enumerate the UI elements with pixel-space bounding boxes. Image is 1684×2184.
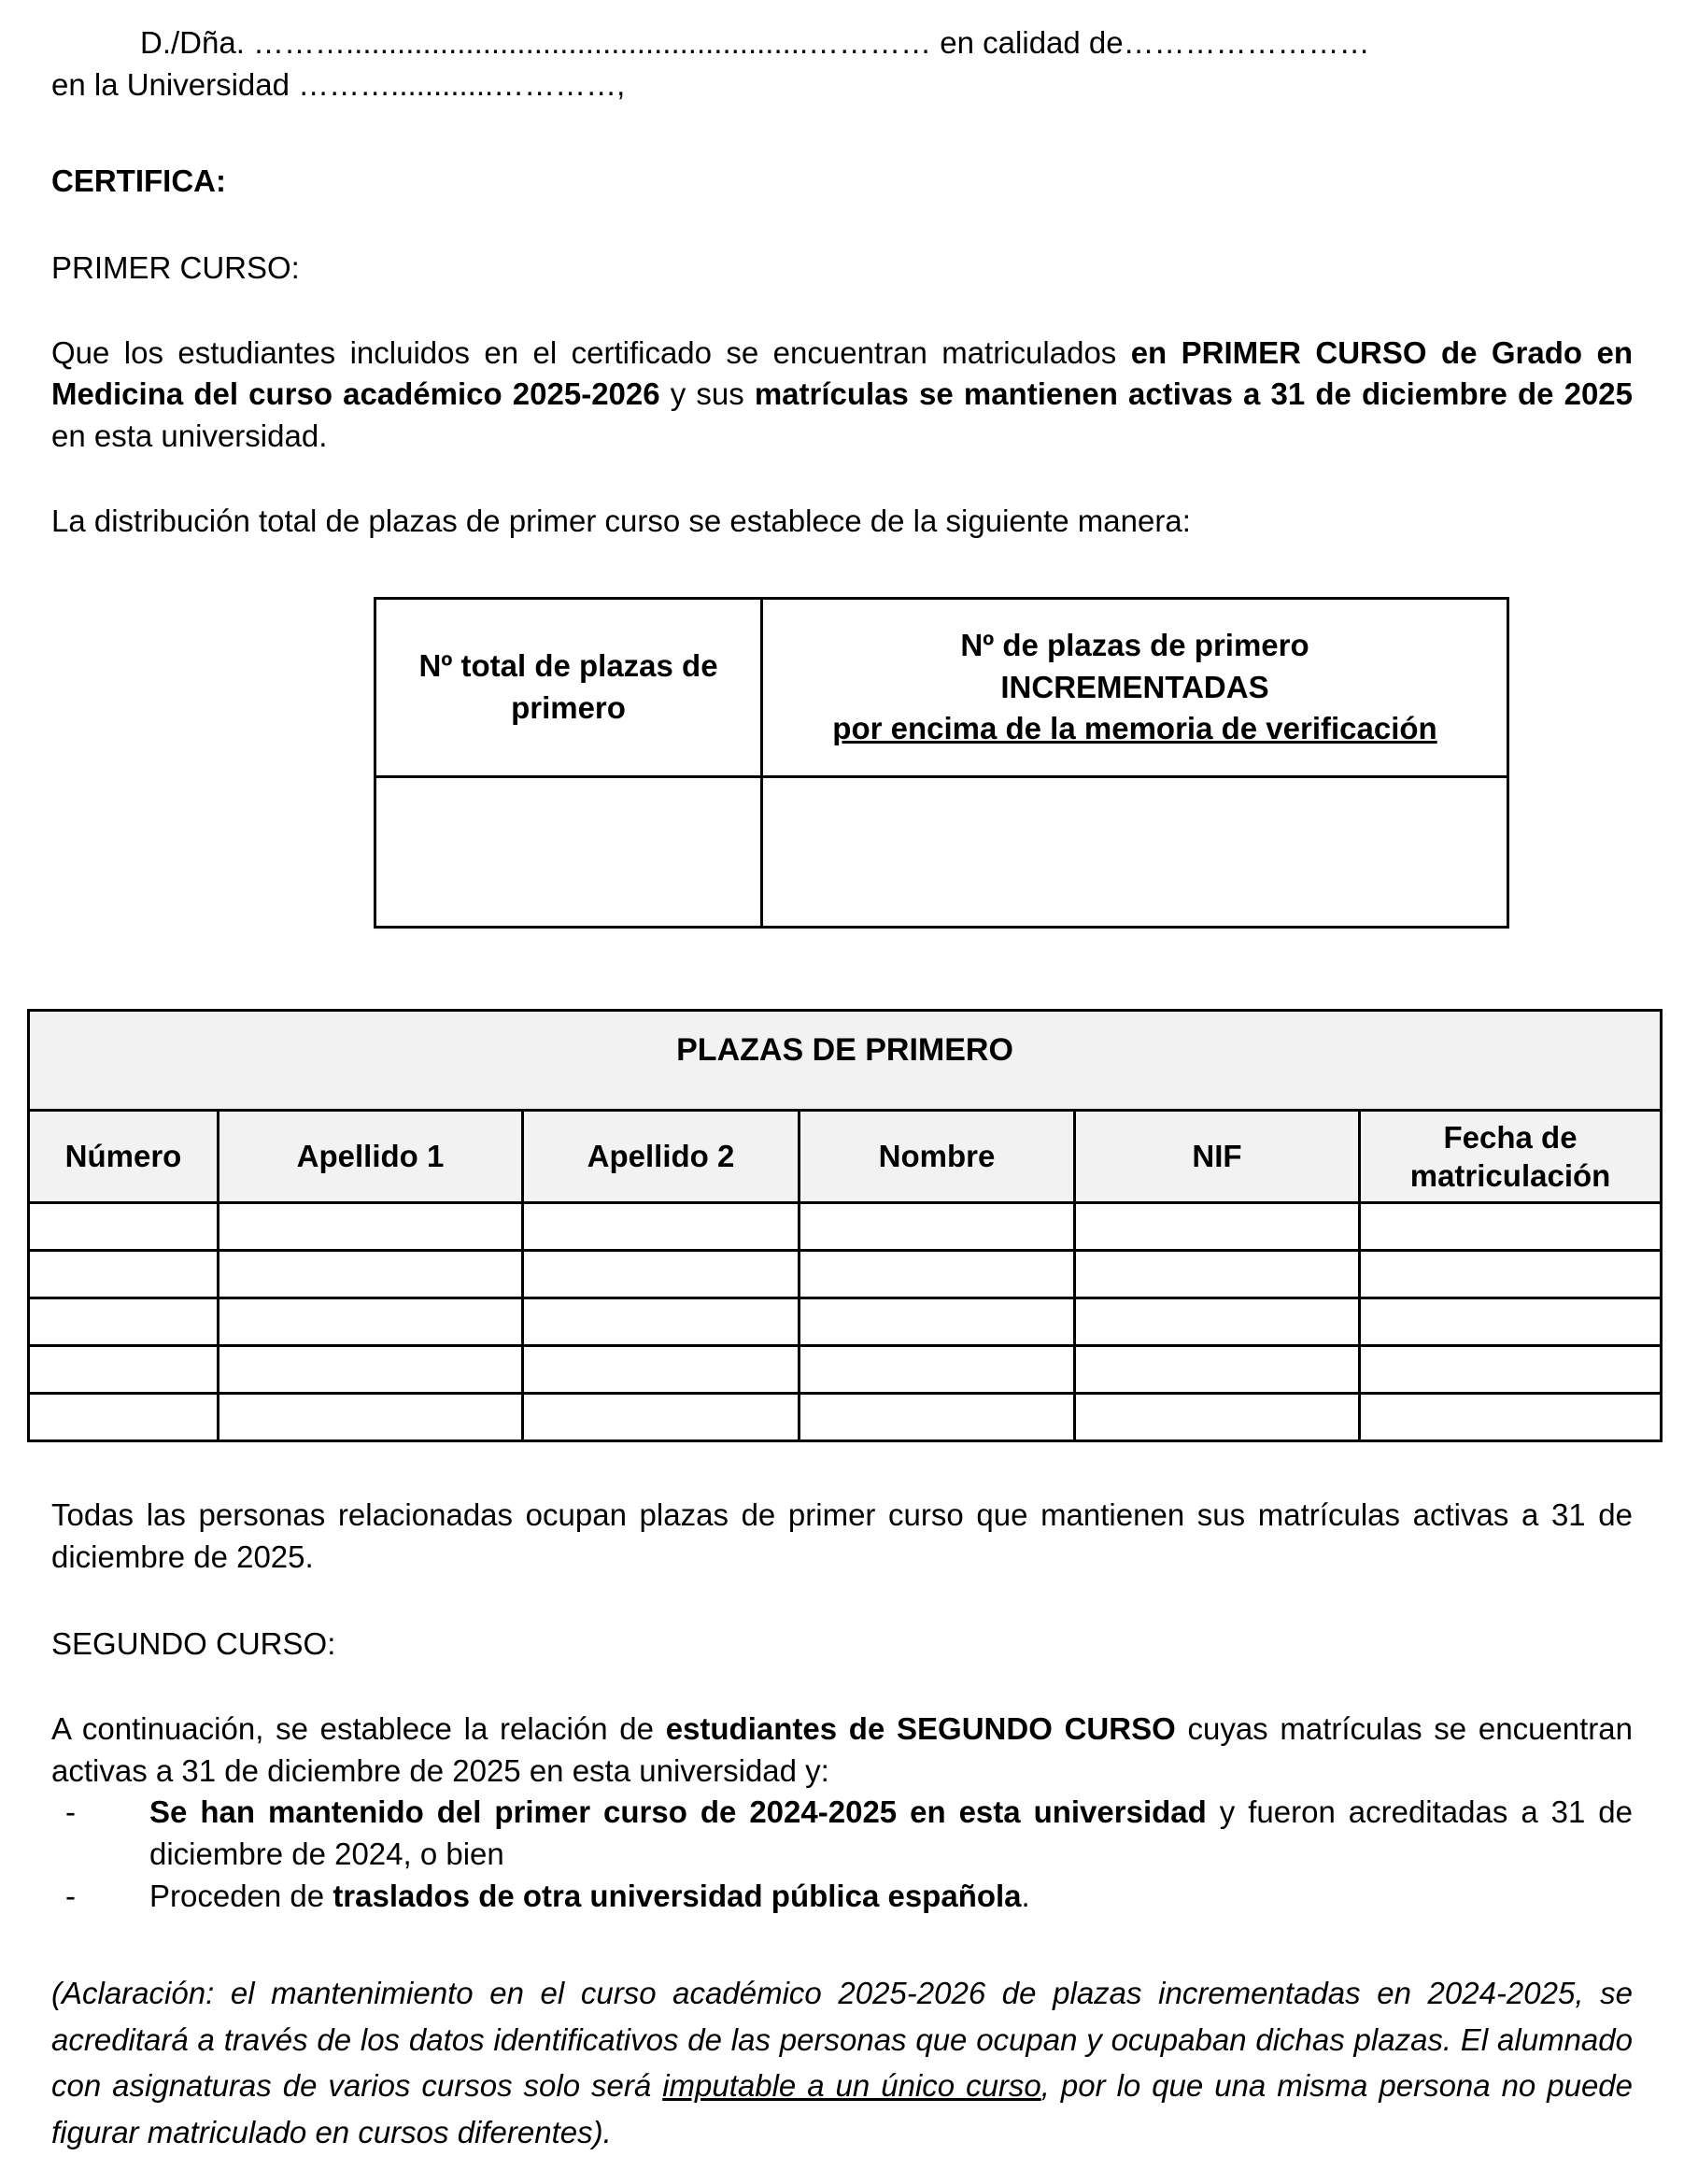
summary-empty-cell bbox=[762, 777, 1508, 928]
text-segment: Que los estudiantes incluidos en el certificado se encuentran matriculados bbox=[51, 334, 1131, 370]
summary-col2-header-line3: por encima de la memoria de verificación bbox=[832, 711, 1437, 746]
empty-cell bbox=[1075, 1298, 1360, 1346]
text-segment: y sus bbox=[659, 376, 755, 412]
summary-col2-header bbox=[762, 599, 1508, 777]
empty-cell bbox=[219, 1394, 523, 1441]
paragraph-matriculados bbox=[51, 333, 1633, 459]
column-header-nombre: Nombre bbox=[800, 1111, 1075, 1203]
empty-cell bbox=[219, 1346, 523, 1394]
paragraph-aclaracion bbox=[51, 1970, 1633, 2155]
empty-cell bbox=[800, 1251, 1075, 1298]
list-item bbox=[51, 1792, 1633, 1876]
empty-cell bbox=[219, 1203, 523, 1251]
summary-col2-header-line1: Nº de plazas de primero bbox=[960, 627, 1309, 662]
summary-empty-cell bbox=[375, 777, 762, 928]
empty-cell bbox=[219, 1298, 523, 1346]
paragraph-continuacion bbox=[51, 1709, 1633, 1793]
text-segment: (Aclaración: el mantenimiento en el curso académico 2025-2026 de plazas incrementadas en 2024-2025, se acreditará a través de los datos identificativos de las personas que ocupan y ocupaban dichas plazas. El alumnado con asignaturas de varios cursos solo será bbox=[51, 1976, 1633, 2103]
text-segment-bold: estudiantes de SEGUNDO CURSO bbox=[665, 1710, 1176, 1746]
bullet-marker: - bbox=[65, 1794, 76, 1830]
empty-cell bbox=[1360, 1394, 1662, 1441]
text-segment-bold: Se han mantenido del primer curso de 2024-2025 en esta universidad bbox=[149, 1794, 1207, 1830]
empty-cell bbox=[1360, 1346, 1662, 1394]
empty-cell bbox=[1360, 1298, 1662, 1346]
text-segment: y fueron acreditadas a 31 de diciembre de 2024, o bien bbox=[149, 1794, 1633, 1872]
text-segment-underline: imputable a un único curso bbox=[662, 2068, 1041, 2103]
primer-curso-heading: PRIMER CURSO: bbox=[51, 249, 300, 285]
intro-paragraph bbox=[51, 22, 1633, 106]
certifica-heading: CERTIFICA: bbox=[51, 163, 226, 198]
empty-cell bbox=[523, 1251, 800, 1298]
empty-cell bbox=[1360, 1203, 1662, 1251]
table-row bbox=[29, 1298, 1662, 1346]
plazas-primero-table bbox=[27, 1009, 1663, 1442]
summary-col1-header: Nº total de plazas de primero bbox=[375, 599, 762, 777]
empty-cell bbox=[1075, 1394, 1360, 1441]
column-header-fecha: Fecha de matriculación bbox=[1360, 1111, 1662, 1203]
column-header-numero: Número bbox=[29, 1111, 219, 1203]
segundo-curso-heading: SEGUNDO CURSO: bbox=[51, 1625, 336, 1661]
text-segment: , por lo que una misma persona no puede figurar matriculado en cursos diferentes). bbox=[51, 2068, 1634, 2149]
paragraph-distribucion: La distribución total de plazas de primer curso se establece de la siguiente manera: bbox=[51, 503, 1191, 539]
empty-cell bbox=[29, 1298, 219, 1346]
empty-cell bbox=[29, 1346, 219, 1394]
empty-cell bbox=[1075, 1203, 1360, 1251]
text-segment-bold: traslados de otra universidad pública española bbox=[333, 1879, 1022, 1914]
plazas-table-title: PLAZAS DE PRIMERO bbox=[29, 1011, 1662, 1111]
intro-line-2: en la Universidad ………............…………, bbox=[51, 66, 626, 102]
column-header-nif: NIF bbox=[1075, 1111, 1360, 1203]
plazas-summary-table bbox=[374, 597, 1509, 929]
table-row bbox=[29, 1251, 1662, 1298]
empty-cell bbox=[29, 1394, 219, 1441]
empty-cell bbox=[29, 1251, 219, 1298]
paragraph-todas: Todas las personas relacionadas ocupan plazas de primer curso que mantienen sus matrículas activas a 31 de diciembre de 2025. bbox=[51, 1497, 1633, 1574]
empty-cell bbox=[1360, 1251, 1662, 1298]
empty-cell bbox=[1075, 1346, 1360, 1394]
empty-cell bbox=[523, 1394, 800, 1441]
table-row bbox=[29, 1203, 1662, 1251]
empty-cell bbox=[523, 1346, 800, 1394]
table-row bbox=[29, 1394, 1662, 1441]
empty-cell bbox=[1075, 1251, 1360, 1298]
intro-line-1: D./Dña. ………......................................................………… en calidad de…………………… bbox=[140, 25, 1370, 60]
empty-cell bbox=[523, 1203, 800, 1251]
text-segment: Proceden de bbox=[149, 1879, 333, 1914]
list-item bbox=[51, 1876, 1633, 1918]
empty-cell bbox=[29, 1203, 219, 1251]
text-segment: A continuación, se establece la relación de bbox=[51, 1710, 666, 1746]
text-segment-bold: en PRIMER CURSO de Grado en Medicina del curso académico 2025-2026 bbox=[51, 334, 1633, 412]
text-segment: . bbox=[1021, 1879, 1030, 1914]
empty-cell bbox=[219, 1251, 523, 1298]
empty-cell bbox=[800, 1203, 1075, 1251]
text-segment: cuyas matrículas se encuentran activas a 31 de diciembre de 2025 en esta universidad y: bbox=[51, 1710, 1633, 1788]
summary-col2-header-line2: INCREMENTADAS bbox=[1000, 669, 1269, 704]
text-segment: en esta universidad. bbox=[51, 418, 328, 454]
empty-cell bbox=[800, 1298, 1075, 1346]
empty-cell bbox=[800, 1394, 1075, 1441]
empty-cell bbox=[523, 1298, 800, 1346]
bullet-marker: - bbox=[65, 1879, 76, 1914]
column-header-apellido1: Apellido 1 bbox=[219, 1111, 523, 1203]
column-header-apellido2: Apellido 2 bbox=[523, 1111, 800, 1203]
text-segment-bold: matrículas se mantienen activas a 31 de diciembre de 2025 bbox=[754, 376, 1633, 412]
table-row bbox=[29, 1346, 1662, 1394]
empty-cell bbox=[800, 1346, 1075, 1394]
